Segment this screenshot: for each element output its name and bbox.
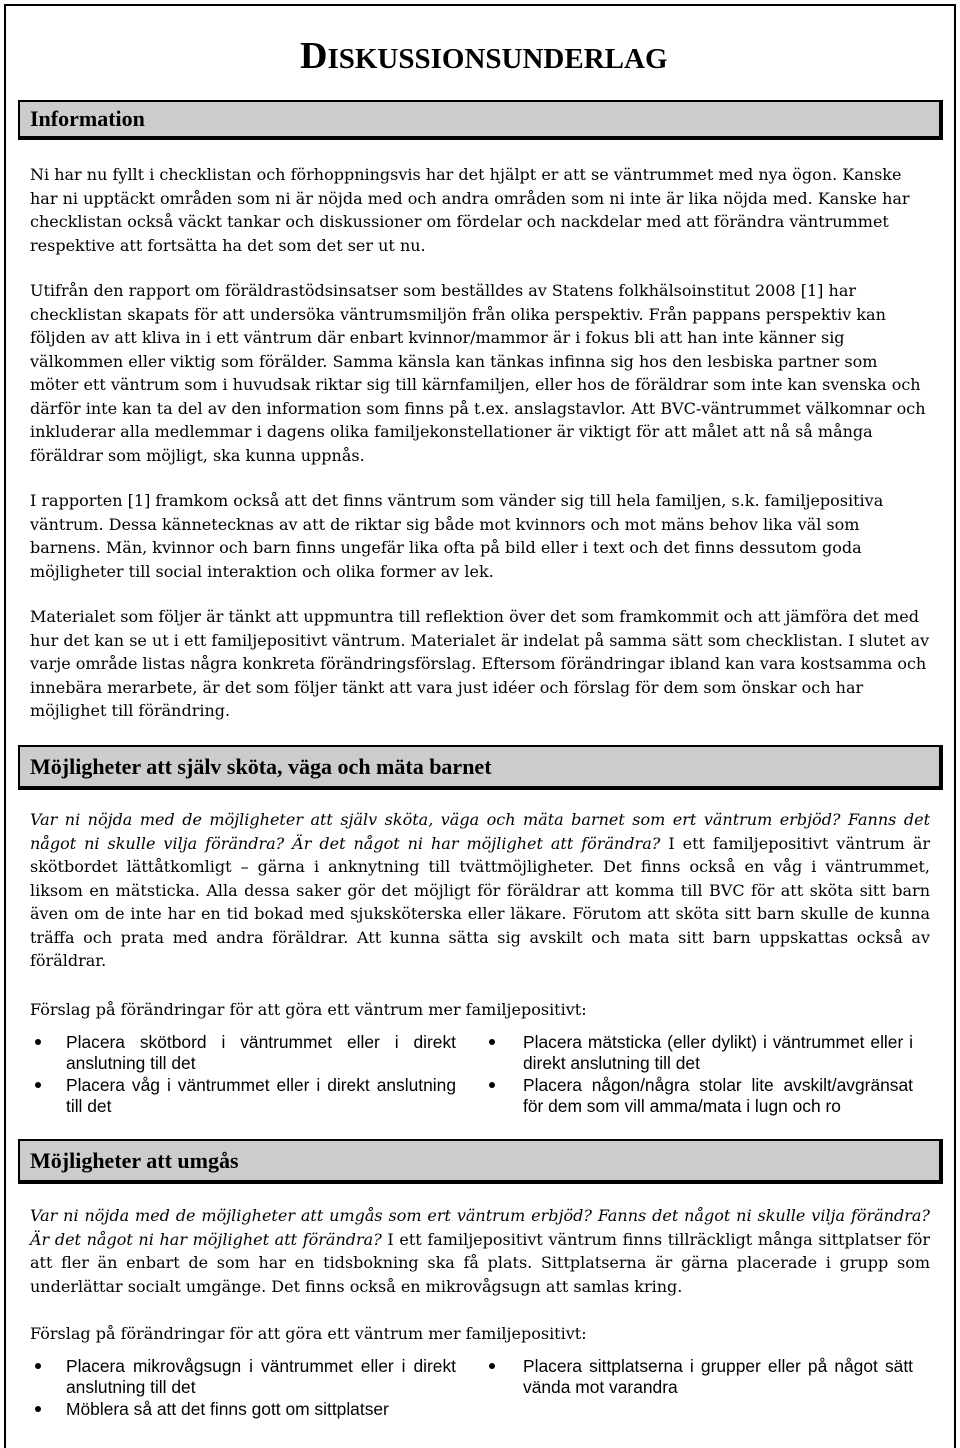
section-paragraph — [30, 1204, 930, 1298]
suggestion-item — [35, 1075, 489, 1117]
section-heading-socialize: Möjligheter att umgås — [18, 1139, 943, 1184]
section-heading-care-weigh-measure: Möjligheter att själv sköta, väga och mäta barnet — [18, 745, 943, 790]
suggestion-text: Placera mätsticka (eller dylikt) i väntrummet eller i direkt anslutning till det — [523, 1031, 913, 1073]
section-text: I ett familjepositivt väntrum är skötbordet lättåtkomligt – gärna i anknytning till tvättmöjligheter. Det finns också en våg i väntrummet, liksom en mätsticka. Alla dessa saker gör det möjligt för föräldrar att komma till BVC för att sköta sitt barn även om de inte har en tid bokad med sjuksköterska eller läkare. Förutom att sköta sitt barn skulle de kunna träffa och prata med andra föräldrar. Att kunna sätta sig avskilt och mata sitt barn uppskattas också av föräldrar. — [30, 833, 931, 970]
suggestions-label: Förslag på förändringar för att göra ett väntrum mer familjepositivt: — [30, 1000, 587, 1019]
document-body — [18, 163, 943, 1421]
suggestion-column-left — [35, 1356, 489, 1421]
intro-paragraph: Utifrån den rapport om föräldrastödsinsatser som beställdes av Statens folkhälsoinstitut 2008 [1] har checklistan skapats för att undersöka väntrumsmiljön från olika perspektiv. Från pappans perspektiv kan följden av att kliva in i ett väntrum där enbart kvinnor/mammor är i fokus bli att han inte känner sig välkommen eller viktig som förälder. Samma känsla kan tänkas infinna sig hos den lesbiska partner som möter ett väntrum som i huvudsak riktar sig till kärnfamiljen, eller hos de föräldrar som inte kan svenska och därför inte kan ta del av den information som finns på t.ex. anslagstavlor. Att BVC-väntrummet välkomnar och inkluderar alla medlemmar i dagens olika familjekonstellationer är viktigt för att målet att nå så många föräldrar som möjligt, ska kunna uppnås. — [30, 281, 926, 465]
suggestion-text: Placera skötbord i väntrummet eller i direkt anslutning till det — [66, 1031, 456, 1073]
suggestion-text: Placera mikrovågsugn i väntrummet eller i direkt anslutning till det — [66, 1355, 456, 1397]
section-question: Var ni nöjda med de möjligheter att umgås som ert väntrum erbjöd? Fanns det något ni skulle vilja förändra? Är det något ni har möjlighet att förändra? — [30, 1206, 930, 1249]
suggestion-text: Placera våg i väntrummet eller i direkt anslutning till det — [66, 1074, 456, 1116]
document-title: DISKUSSIONSUNDERLAG — [300, 35, 668, 77]
suggestion-item — [489, 1356, 919, 1398]
intro-paragraph: I rapporten [1] framkom också att det finns väntrum som vänder sig till hela familjen, s.k. familjepositiva väntrum. Dessa kännetecknas av att de riktar sig både mot kvinnors och mot mäns behov lika väl som barnens. Män, kvinnor och barn finns ungefär lika ofta på bild eller i text och det finns dessutom goda möjligheter till social interaktion och olika former av lek. — [30, 491, 884, 581]
bullet-marker — [35, 1075, 66, 1096]
suggestion-list — [18, 1032, 943, 1118]
intro-paragraph: Ni har nu fyllt i checklistan och förhoppningsvis har det hjälpt er att se väntrummet med nya ögon. Kanske har ni upptäckt områden som ni är nöjda med och andra områden som ni inte är lika nöjda med. Kanske har checklistan också väckt tankar och diskussioner om fördelar och nackdelar med att förändra väntrummet respektive att fortsätta ha det som det ser ut nu. — [30, 165, 910, 255]
suggestion-text: Möblera så att det finns gott om sittplatser — [66, 1398, 389, 1419]
bullet-marker — [35, 1032, 66, 1053]
suggestions-label: Förslag på förändringar för att göra ett väntrum mer familjepositivt: — [30, 1324, 587, 1343]
bullet-marker — [489, 1075, 523, 1096]
suggestion-item — [35, 1399, 489, 1420]
suggestion-text: Placera någon/några stolar lite avskilt/avgränsat för dem som vill amma/mata i lugn och ro — [523, 1074, 913, 1116]
section-paragraph — [30, 808, 930, 973]
suggestion-column-right — [489, 1032, 919, 1118]
bullet-marker — [35, 1399, 66, 1420]
suggestion-item — [489, 1032, 919, 1074]
suggestion-item — [35, 1032, 489, 1074]
suggestion-item — [35, 1356, 489, 1398]
suggestion-text: Placera sittplatserna i grupper eller på något sätt vända mot varandra — [523, 1355, 913, 1397]
bullet-marker — [489, 1032, 523, 1053]
section-text: I ett familjepositivt väntrum finns tillräckligt många sittplatser för att fler än enbart de som har en tidsbokning ska få plats. Sittplatserna är gärna placerade i grupp som underlättar socialt umgänge. Det finns också en mikrovågsugn att samlas kring. — [30, 1229, 930, 1296]
suggestion-column-left — [35, 1032, 489, 1118]
section-question: Var ni nöjda med de möjligheter att själv sköta, väga och mäta barnet som ert väntrum erbjöd? Fanns det något ni skulle vilja förändra? Är det något ni har möjlighet att förändra? — [30, 810, 930, 853]
suggestion-column-right — [489, 1356, 919, 1421]
suggestion-list — [18, 1356, 943, 1421]
bullet-marker — [35, 1356, 66, 1377]
suggestion-item — [489, 1075, 919, 1117]
intro-paragraph: Materialet som följer är tänkt att uppmuntra till reflektion över det som framkommit och att jämföra det med hur det kan se ut i ett familjepositivt väntrum. Materialet är indelat på samma sätt som checklistan. I slutet av varje område listas några konkreta förändringsförslag. Eftersom förändringar ibland kan vara kostsamma och innebära merarbete, är det som följer tänkt att vara just idéer och förslag för dem som önskar och har möjlighet till förändring. — [30, 607, 930, 720]
bullet-marker — [489, 1356, 523, 1377]
information-heading: Information — [18, 100, 943, 140]
